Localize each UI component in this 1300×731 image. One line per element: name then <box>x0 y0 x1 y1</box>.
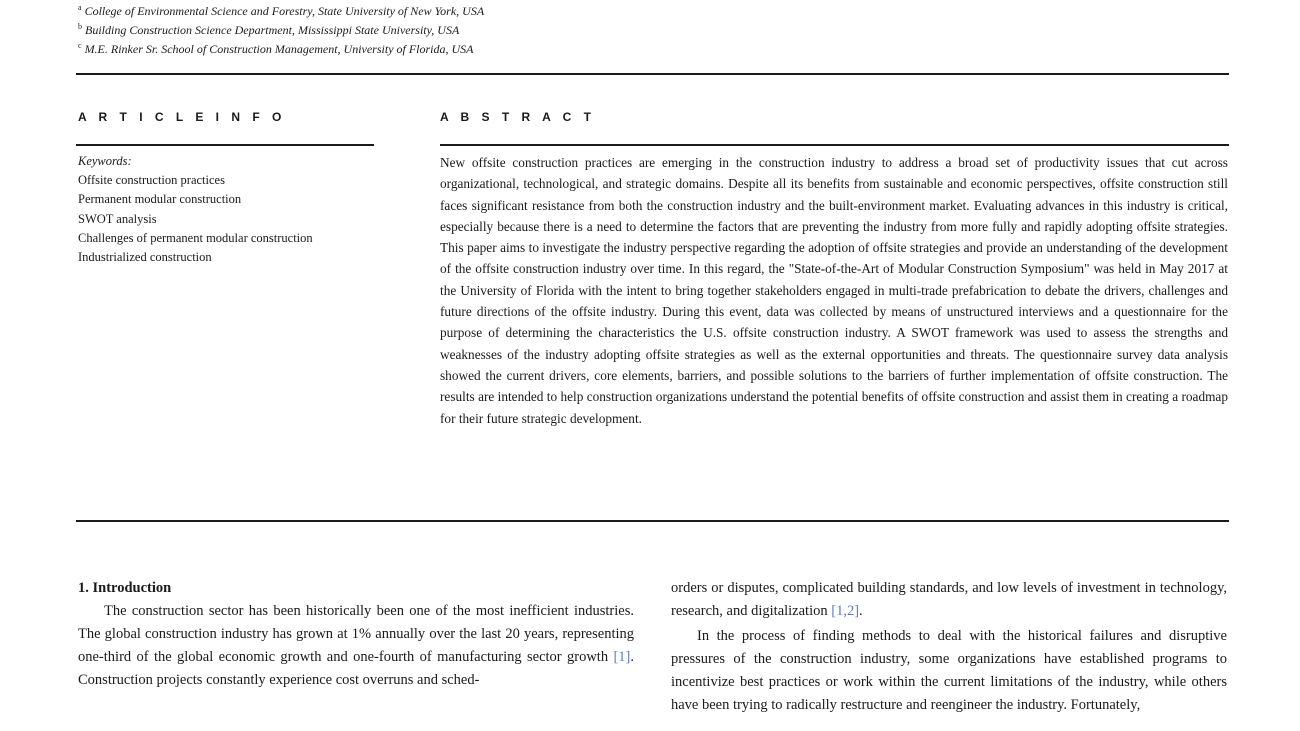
keyword-item: SWOT analysis <box>78 211 157 226</box>
intro-right-column <box>671 577 1227 717</box>
keywords-block <box>78 152 378 267</box>
intro-paragraph: In the process of finding methods to deal with the historical failures and disruptive pressures of the construction industry, some organizations have established programs to incentivize best practices or work within the current limitations of the industry, while others have been trying to radically restructure and reengineer the industry. Fortunately, <box>671 628 1227 713</box>
intro-paragraph <box>671 577 1227 623</box>
abstract-heading: A B S T R A C T <box>440 110 596 124</box>
paragraph-text: orders or disputes, complicated building standards, and low levels of investment in technology, research, and digitalization <box>671 580 1227 619</box>
article-info-heading: A R T I C L E I N F O <box>78 110 286 124</box>
keywords-label: Keywords: <box>78 154 132 168</box>
citation-link[interactable]: [1,2] <box>831 603 860 619</box>
affiliation-mark: b <box>78 22 82 31</box>
paragraph-text: The construction sector has been historically been one of the most inefficient industries. The global construction industry has grown at 1% annually over the last 20 years, representing one-third of the global economic growth and one-fourth of manufacturing sector growth <box>78 603 634 665</box>
affiliation-text: M.E. Rinker Sr. School of Construction Management, University of Florida, USA <box>84 42 474 56</box>
affiliation-text: Building Construction Science Department, Mississippi State University, USA <box>85 23 460 37</box>
abstract-end-rule <box>76 520 1229 522</box>
keyword-item: Permanent modular construction <box>78 192 242 207</box>
affiliation-b <box>78 19 459 38</box>
intro-left-column <box>78 577 634 692</box>
keyword-item: Industrialized construction <box>78 250 212 265</box>
keyword-item: Challenges of permanent modular construction <box>78 230 313 245</box>
intro-paragraph <box>78 600 634 692</box>
abstract-text: New offsite construction practices are emerging in the construction industry to address a broad set of productivity issues that cut across organizational, technological, and strategic domains. Despite all its benefits from sustainable and economic perspectives, offsite construction still faces significant resistance from both the construction industry and the built-environment market. Evaluating advances in this industry is critical, especially because there is a need to determine the factors that are preventing the industry from more fully and rapidly adopting offsite strategies. This paper aims to investigate the industry perspective regarding the adoption of offsite strategies and provide an understanding of the development of the offsite construction industry over time. In this regard, the "State-of-the-Art of Modular Construction Symposium" was held in May 2017 at the University of Florida with the intent to bring together stakeholders engaged in multi-trade prefabrication to debate the drivers, challenges and future directions of the offsite industry. During this event, data was collected by means of unstructured interviews and a questionnaire for the purpose of determining the characteristics the U.S. offsite construction industry. A SWOT framework was used to assess the strengths and weaknesses of the industry adopting offsite strategies as well as the external opportunities and threats. The questionnaire survey data analysis showed the current drivers, core elements, barriers, and possible solutions to the barriers of further implementation of offsite construction. The results are intended to help construction organizations understand the potential benefits of offsite construction and assist them in creating a roadmap for their future strategic development. <box>440 155 1228 426</box>
paragraph-text: . Construction projects constantly experience cost overruns and sched- <box>78 649 634 688</box>
affiliation-text: College of Environmental Science and Forestry, State University of New York, USA <box>84 4 485 18</box>
abstract-rule <box>440 144 1229 146</box>
citation-link[interactable]: [1] <box>613 649 631 665</box>
affiliation-mark: c <box>78 41 82 50</box>
keyword-item: Offsite construction practices <box>78 173 225 188</box>
affiliation-a <box>78 0 484 19</box>
affiliation-c <box>78 38 474 57</box>
header-rule <box>76 73 1229 75</box>
affiliation-mark: a <box>78 3 82 12</box>
paragraph-text: . <box>859 603 863 619</box>
article-info-rule <box>76 144 374 146</box>
section-heading: 1. Introduction <box>78 580 172 596</box>
